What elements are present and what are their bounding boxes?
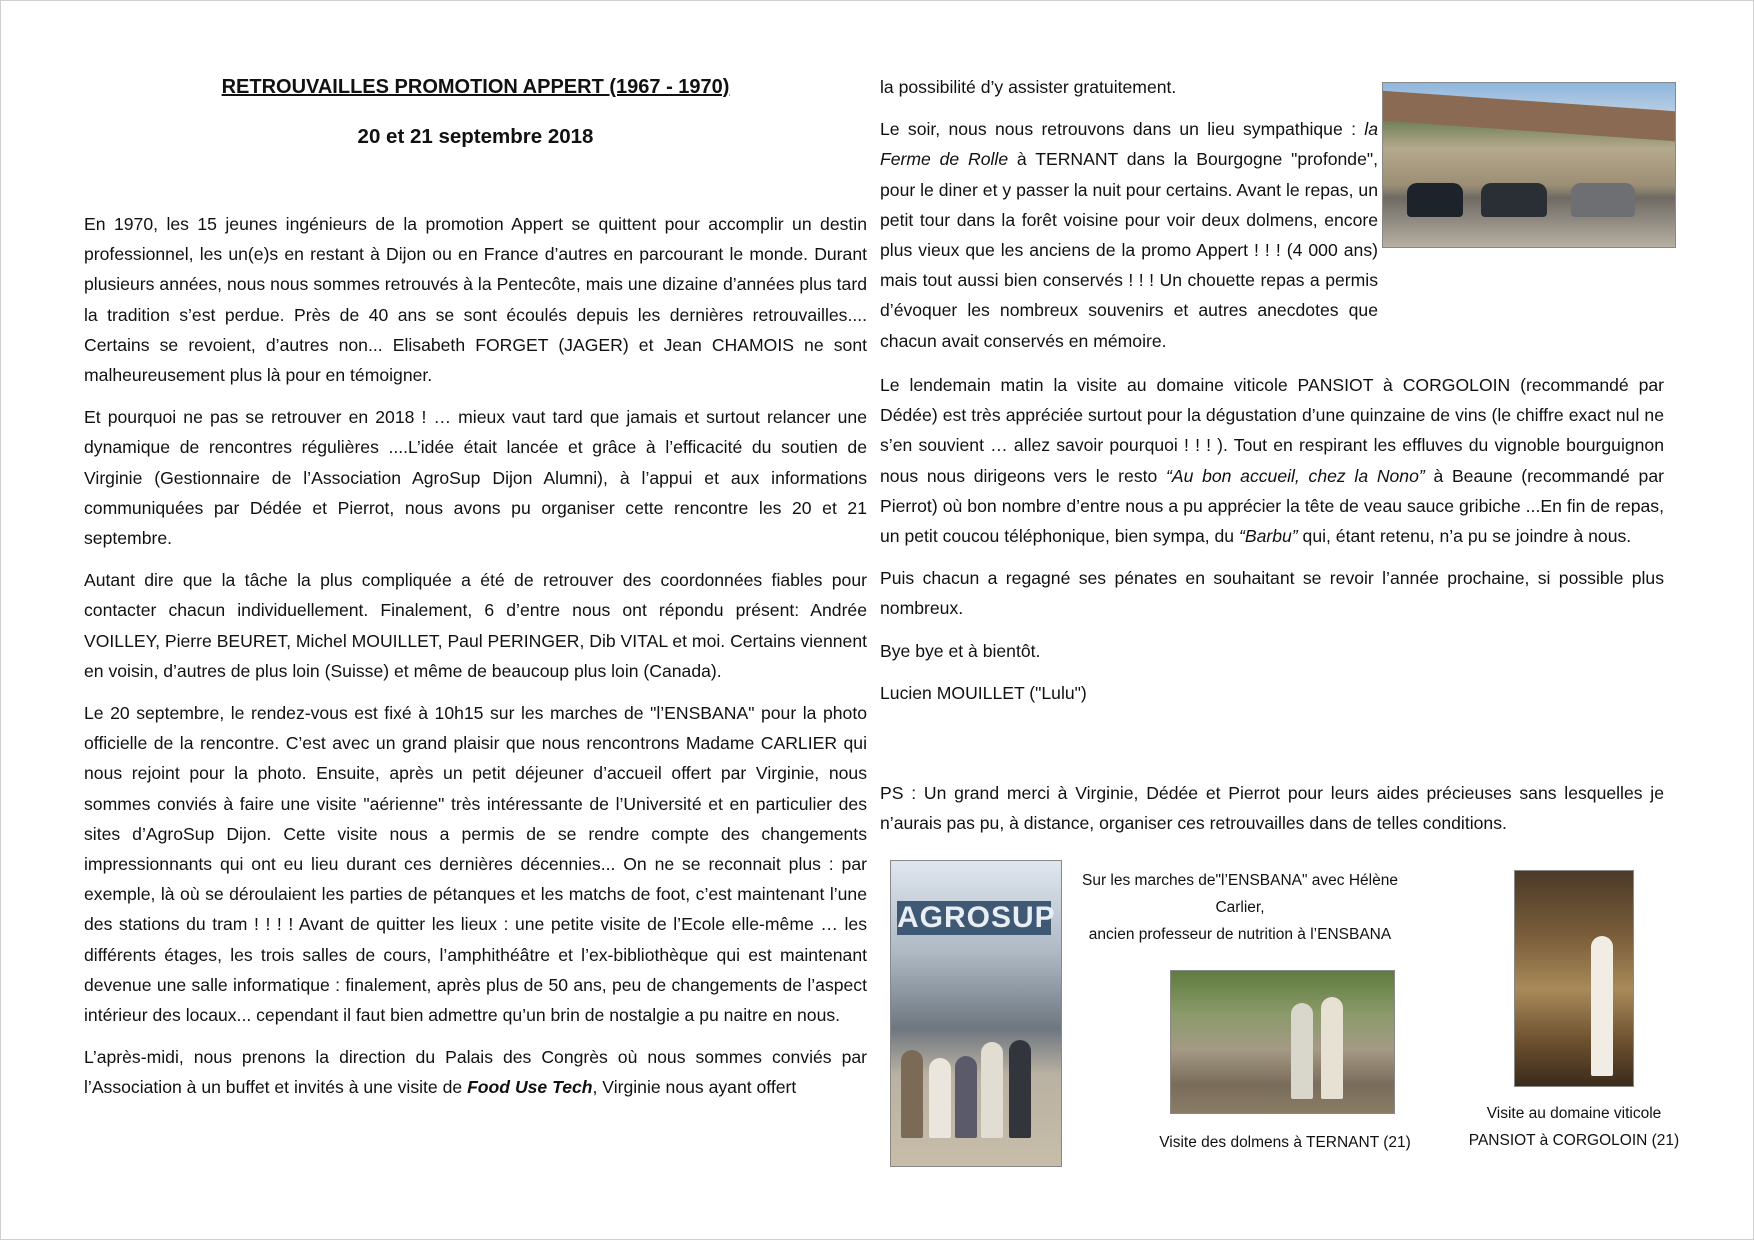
person-figure: [1591, 936, 1613, 1076]
person-figure: [901, 1050, 923, 1138]
emphasis: “Barbu”: [1238, 526, 1298, 547]
dolmen-photo: [1170, 970, 1395, 1114]
paragraph: Et pourquoi ne pas se retrouver en 2018 ! … mieux vaut tard que jamais et surtout relancer une dynamique de rencontres régulières ....L’idée était lancée et grâce à l’efficacité du soutien de Virginie (Gestionnaire de l’Association AgroSup Dijon Alumni), à l’appui et aux informations communiquées par Dédée et Pierrot, nous avons pu organiser cette rencontre les 20 et 21 septembre.: [84, 407, 867, 549]
agrosup-sign: AGROSUP: [897, 901, 1056, 934]
car-shape: [1407, 183, 1463, 217]
paragraph: En 1970, les 15 jeunes ingénieurs de la promotion Appert se quittent pour accomplir un destin professionnel, les un(e)s en restant à Dijon ou en France d’autres en parcourant le monde. Durant plusieurs années, nous nous sommes retrouvés à la Pentecôte, mais une dizaine d’années plus tard la tradition s’est perdue. Près de 40 ans se sont écoulés depuis les dernières retrouvailles.... Certains se revoient, d’autres non... Elisabeth FORGET (JAGER) et Jean CHAMOIS ne sont malheureusement plus là pour en témoigner.: [84, 214, 867, 386]
car-shape: [1481, 183, 1547, 217]
ps-paragraph: PS : Un grand merci à Virginie, Dédée et Pierrot pour leurs aides précieuses sans lesquelles je n’aurais pas pu, à distance, organiser ces retrouvailles dans de telles conditions.: [880, 783, 1664, 834]
emphasis: “Au bon accueil, chez la Nono”: [1166, 465, 1425, 486]
caption-dolmen: Visite des dolmens à TERNANT (21): [1159, 1134, 1411, 1151]
right-column-top: [880, 72, 1378, 356]
right-column-ps: [880, 778, 1664, 850]
roof-shape: [1383, 91, 1675, 141]
paragraph: L’après-midi, nous prenons la direction du Palais des Congrès où nous sommes conviés par l’Association à un buffet et invités à une visite de Food Use Tech, Virginie nous ayant offert: [84, 1047, 867, 1098]
paragraph: Autant dire que la tâche la plus compliquée a été de retrouver des coordonnées fiables pour contacter chacun individuellement. Finalement, 6 d’entre nous ont répondu présent: Andrée VOILLEY, Pierre BEURET, Michel MOUILLET, Paul PERINGER, Dib VITAL et moi. Certains viennent en voisin, d’autres de plus loin (Suisse) et même de beaucoup plus loin (Canada).: [84, 570, 867, 681]
agrosup-group-photo: [890, 860, 1062, 1167]
person-figure: [929, 1058, 951, 1138]
paragraph: Le soir, nous nous retrouvons dans un lieu sympathique : la Ferme de Rolle à TERNANT dans la Bourgogne "profonde", pour le diner et y passer la nuit pour certains. Avant le repas, un petit tour dans la forêt voisine pour voir deux dolmens, encore plus vieux que les anciens de la promo Appert ! ! ! (4 000 ans) mais tout aussi bien conservés ! ! ! Un chouette repas a permis d’évoquer les nombreux souvenirs et autres anecdotes que chacun avait conservés en mémoire.: [880, 119, 1378, 351]
paragraph: Bye bye et à bientôt.: [880, 640, 1041, 661]
paragraph: Le 20 septembre, le rendez-vous est fixé à 10h15 sur les marches de "l’ENSBANA" pour la photo officielle de la rencontre. C’est avec un grand plaisir que nous rencontrons Madame CARLIER qui nous rejoint pour la photo. Ensuite, après un petit déjeuner d’accueil offert par Virginie, nous sommes conviés à faire une visite "aérienne" très intéressante de l’Université et en particulier des sites d’AgroSup Dijon. Cette visite nous a permis de se rendre compte des changements impressionnants qui ont eu lieu durant ces dernières décennies... On ne se reconnait plus : par exemple, là où se déroulaient les parties de pétanques et les matchs de foot, c’est maintenant l’une des stations du tram ! ! ! ! Avant de quitter les lieux : une petite visite de l’Ecole elle-même … les différents étages, les trois salles de cours, l’amphithéâtre et l’ex-bibliothèque qui est maintenant devenue une salle informatique : finalement, après plus de 50 ans, peu de changements de l’aspect intérieur des locaux... cependant il faut bien admettre qu’un brin de nostalgie a pu naitre en nous.: [84, 703, 867, 1026]
car-shape: [1571, 183, 1635, 217]
page-date: 20 et 21 septembre 2018: [357, 125, 594, 148]
left-column: [84, 209, 867, 1115]
person-figure: [955, 1056, 977, 1138]
person-figure: [1009, 1040, 1031, 1138]
paragraph: Le lendemain matin la visite au domaine viticole PANSIOT à CORGOLOIN (recommandé par Dédée) est très appréciée surtout pour la dégustation d’une quinzaine de vins (le chiffre exact nul ne s’en souvient … allez savoir pourquoi ! ! ! ). Tout en respirant les effluves du vignoble bourguignon nous nous dirigeons vers le resto “Au bon accueil, chez la Nono” à Beaune (recommandé par Pierrot) où bon nombre d’entre nous a pu apprécier la tête de veau sauce gribiche ...En fin de repas, un petit coucou téléphonique, bien sympa, du “Barbu” qui, étant retenu, n’a pu se joindre à nous.: [880, 375, 1664, 547]
caption-agrosup: Sur les marches de"l’ENSBANA" avec Hélène Carlier, ancien professeur de nutrition à l’ENSBANA: [1082, 872, 1398, 943]
right-column-continuation: [880, 370, 1664, 720]
emphasis: Food Use Tech: [467, 1077, 593, 1098]
ferme-de-rolle-photo: [1382, 82, 1676, 248]
lendemain-text: Le lendemain matin la visite au domaine viticole PANSIOT à CORGOLOIN (recommandé par Dédée) est très appréciée surtout pour la dégustation d’une quinzaine de vins (le chiffre exact nul ne s’en souvient … allez savoir pourquoi ! ! ! ). Tout en respirant les effluves du vignoble bourguignon nous nous dirigeons vers le resto: [880, 375, 1664, 486]
paragraph: Puis chacun a regagné ses pénates en souhaitant se revoir l’année prochaine, si possible plus nombreux.: [880, 568, 1664, 619]
emphasis: la Ferme de Rolle: [880, 119, 1378, 170]
person-figure: [1291, 1003, 1313, 1099]
caption-cellar: Visite au domaine viticole PANSIOT à CORGOLOIN (21): [1468, 1105, 1680, 1149]
person-figure: [981, 1042, 1003, 1138]
paragraph: la possibilité d’y assister gratuitement.: [880, 77, 1177, 97]
page-title: RETROUVAILLES PROMOTION APPERT (1967 - 1970): [221, 76, 730, 98]
signature: Lucien MOUILLET ("Lulu"): [880, 682, 1087, 703]
person-figure: [1321, 997, 1343, 1099]
wine-cellar-photo: [1514, 870, 1634, 1087]
